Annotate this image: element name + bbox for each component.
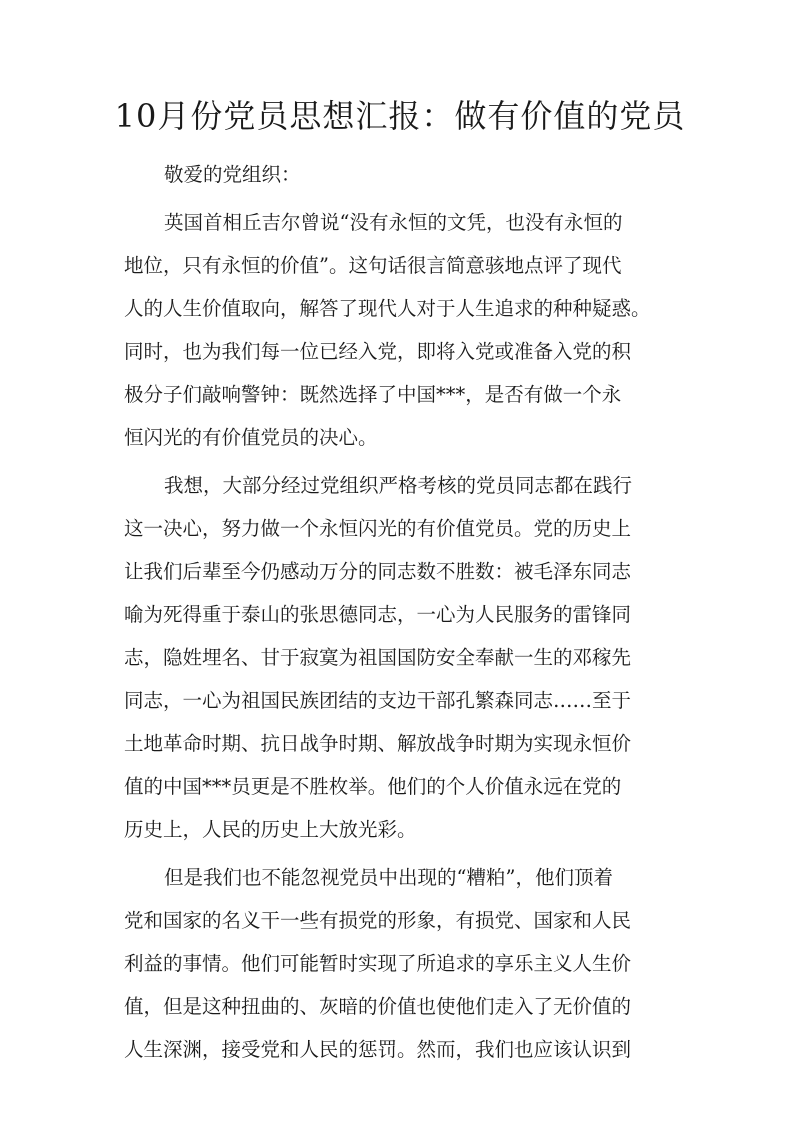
text-line: 但是我们也不能忽视党员中出现的“糟粕”，他们顶着 xyxy=(164,866,613,889)
text-line: 极分子们敲响警钟：既然选择了中国***，是否有做一个永 xyxy=(124,383,622,406)
text-line: 党和国家的名义干一些有损党的形象，有损党、国家和人民 xyxy=(124,909,632,932)
body-paragraph xyxy=(124,856,684,1071)
text-line: 利益的事情。他们可能暂时实现了所追求的享乐主义人生价 xyxy=(124,952,632,975)
text-line: 人生深渊，接受党和人民的惩罚。然而，我们也应该认识到 xyxy=(124,1038,632,1061)
text-line: 喻为死得重于泰山的张思德同志，一心为人民服务的雷锋同 xyxy=(124,603,632,626)
text-line: 我想，大部分经过党组织严格考核的党员同志都在践行 xyxy=(164,474,633,497)
body-paragraph xyxy=(124,201,684,459)
text-line: 这一决心，努力做一个永恒闪光的有价值党员。党的历史上 xyxy=(124,517,632,540)
document-title: 10月份党员思想汇报：做有价值的党员 xyxy=(114,97,686,135)
text-line: 志，隐姓埋名、甘于寂寞为祖国国防安全奉献一生的邓稼先 xyxy=(124,646,632,669)
text-line: 英国首相丘吉尔曾说“没有永恒的文凭，也没有永恒的 xyxy=(164,211,623,234)
text-line: 地位，只有永恒的价值”。这句话很言简意骇地点评了现代 xyxy=(124,254,622,277)
text-line: 值的中国***员更是不胜枚举。他们的个人价值永远在党的 xyxy=(124,775,622,798)
text-line: 值，但是这种扭曲的、灰暗的价值也使他们走入了无价值的 xyxy=(124,995,632,1018)
text-line: 同志，一心为祖国民族团结的支边干部孔繁森同志……至于 xyxy=(124,689,632,712)
document-body xyxy=(124,153,684,1071)
text-line: 历史上，人民的历史上大放光彩。 xyxy=(124,818,417,841)
salutation-paragraph xyxy=(124,153,684,196)
text-line: 土地革命时期、抗日战争时期、解放战争时期为实现永恒价 xyxy=(124,732,632,755)
text-line: 人的人生价值取向，解答了现代人对于人生追求的种种疑惑。 xyxy=(124,297,651,320)
text-line: 敬爱的党组织： xyxy=(164,163,301,186)
text-line: 恒闪光的有价值党员的决心。 xyxy=(124,426,378,449)
text-line: 同时，也为我们每一位已经入党，即将入党或准备入党的积 xyxy=(124,340,632,363)
body-paragraph xyxy=(124,464,684,851)
text-line: 让我们后辈至今仍感动万分的同志数不胜数：被毛泽东同志 xyxy=(124,560,632,583)
